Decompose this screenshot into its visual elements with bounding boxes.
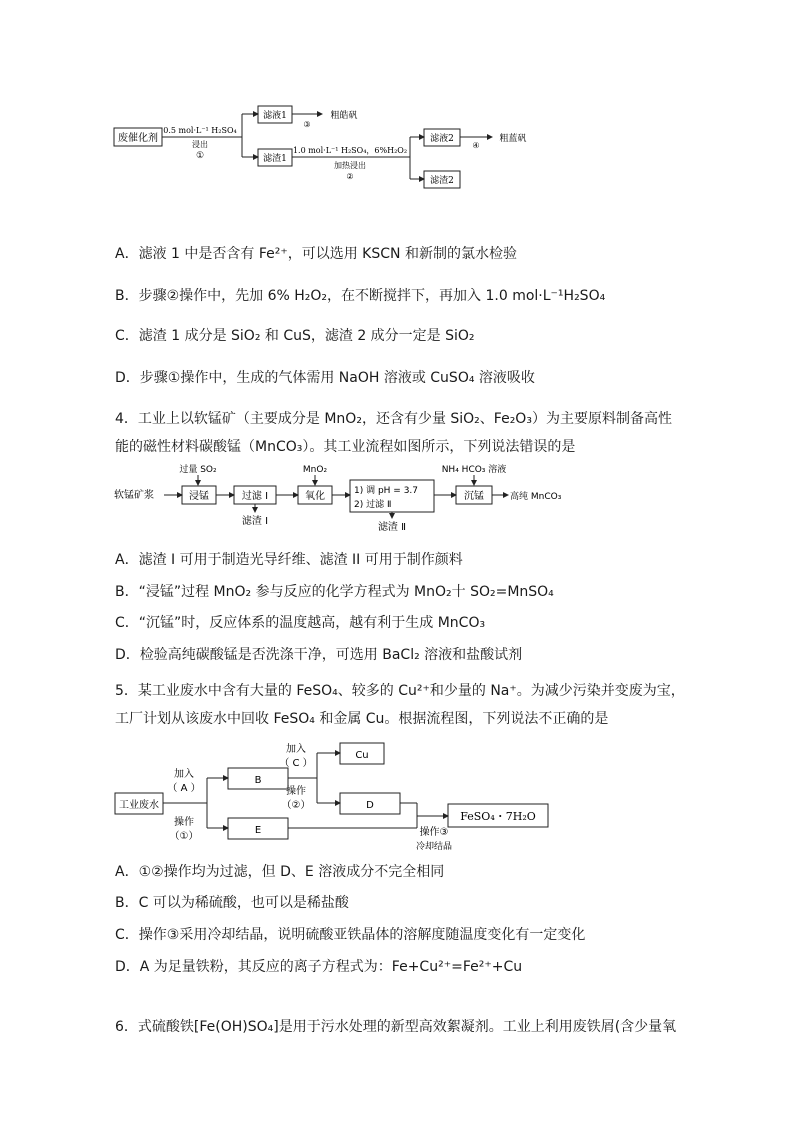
reagent-step2: 1.0 mol·L⁻¹ H₂SO₄，6%H₂O₂ bbox=[292, 146, 408, 155]
q4-option-c: C．“沉锰”时，反应体系的温度越高，越有利于生成 MnCO₃ bbox=[115, 615, 486, 631]
label-e: E bbox=[254, 825, 262, 836]
num-step4: ④ bbox=[472, 141, 480, 150]
label-op3-1: 操作③ bbox=[419, 827, 449, 838]
flowchart-wastewater bbox=[112, 738, 562, 858]
label-filtrate1: 滤液1 bbox=[263, 111, 287, 121]
q3-option-c: C．滤渣 1 成分是 SiO₂ 和 CuS，滤渣 2 成分一定是 SiO₂ bbox=[115, 328, 475, 344]
action-step2: 加热浸出 bbox=[334, 161, 366, 170]
label-d: D bbox=[366, 800, 374, 811]
label-add-c-1: 加入 bbox=[286, 744, 306, 755]
label-ore-slurry: 软锰矿浆 bbox=[114, 490, 154, 501]
label-precipitate: 沉锰 bbox=[464, 491, 484, 502]
label-add-c-2: （ C ） bbox=[279, 758, 313, 769]
q5-option-a: A．①②操作均为过滤，但 D、E 溶液成分不完全相同 bbox=[115, 864, 445, 880]
num-step1: ① bbox=[195, 151, 205, 161]
flowchart-manganese bbox=[112, 460, 562, 540]
label-product: FeSO₄・7H₂O bbox=[460, 810, 536, 823]
label-adjust-ph: 1) 调 pH = 3.7 bbox=[354, 486, 419, 496]
label-pure-mnco3: 高纯 MnCO₃ bbox=[510, 492, 562, 502]
q4-option-b: B．“浸锰”过程 MnO₂ 参与反应的化学方程式为 MnO₂十 SO₂=MnSO₄ bbox=[115, 584, 554, 600]
label-residue2: 滤渣2 bbox=[430, 176, 454, 186]
label-b: B bbox=[254, 775, 262, 786]
label-filter1: 过滤 Ⅰ bbox=[241, 491, 269, 502]
q4-stem: 4．工业上以软锰矿（主要成分是 MnO₂，还含有少量 SiO₂、Fe₂O₃）为主要原料制备高性能的磁性材料碳酸锰（MnCO₃）。其工业流程如图所示，下列说法错误的是 bbox=[115, 411, 672, 455]
reagent-step1: 0.5 mol·L⁻¹ H₂SO₄ bbox=[163, 126, 237, 135]
num-step3: ③ bbox=[303, 120, 311, 129]
num-step2: ② bbox=[346, 172, 354, 181]
label-add-a-2: （ A ） bbox=[167, 783, 201, 794]
label-product2: 粗蓝矾 bbox=[499, 134, 527, 144]
label-mno2: MnO₂ bbox=[302, 465, 328, 475]
label-op3-2: 冷却结晶 bbox=[415, 842, 453, 852]
q3-option-b: B．步骤②操作中，先加 6% H₂O₂，在不断搅拌下，再加入 1.0 mol·L⁻¹H₂SO₄ bbox=[115, 288, 606, 304]
q5-option-d: D．A 为足量铁粉，其反应的离子方程式为：Fe+Cu²⁺=Fe²⁺+Cu bbox=[115, 959, 523, 975]
label-op1-2: （①） bbox=[169, 831, 199, 842]
action-step1: 浸出 bbox=[192, 140, 208, 149]
q5-option-c: C．操作③采用冷却结晶，说明硫酸亚铁晶体的溶解度随温度变化有一定变化 bbox=[115, 927, 586, 943]
label-wastewater: 工业废水 bbox=[119, 800, 159, 811]
label-residue1: 滤渣1 bbox=[263, 154, 287, 164]
label-product1: 粗皓矾 bbox=[330, 111, 358, 121]
label-add-a-1: 加入 bbox=[174, 769, 194, 780]
label-residue-ii: 滤渣 Ⅱ bbox=[377, 522, 407, 533]
label-residue-i: 滤渣 Ⅰ bbox=[241, 516, 269, 527]
label-nh4hco3: NH₄ HCO₃ 溶液 bbox=[441, 465, 507, 475]
label-op2-1: 操作 bbox=[286, 786, 306, 797]
q5-stem: 5．某工业废水中含有大量的 FeSO₄、较多的 Cu²⁺和少量的 Na⁺。为减少污染并变废为宝，工厂计划从该废水中回收 FeSO₄ 和金属 Cu。根据流程图，下列说法不正确的是 bbox=[115, 683, 685, 727]
label-leach: 浸锰 bbox=[189, 491, 209, 502]
flowchart-catalyst bbox=[100, 95, 540, 205]
label-op2-2: （②） bbox=[281, 800, 311, 811]
label-waste-catalyst: 废催化剂 bbox=[118, 133, 158, 144]
q4-option-a: A．滤渣 I 可用于制造光导纤维、滤渣 II 可用于制作颜料 bbox=[115, 552, 463, 568]
q4-option-d: D．检验高纯碳酸锰是否洗涤干净，可选用 BaCl₂ 溶液和盐酸试剂 bbox=[115, 647, 523, 663]
label-op1-1: 操作 bbox=[174, 817, 194, 828]
label-filtrate2: 滤液2 bbox=[430, 134, 454, 144]
label-cu: Cu bbox=[355, 750, 369, 761]
q5-option-b: B．C 可以为稀硫酸，也可以是稀盐酸 bbox=[115, 895, 349, 911]
label-excess-so2: 过量 SO₂ bbox=[179, 465, 217, 475]
label-oxidize: 氧化 bbox=[305, 491, 325, 502]
q3-option-d: D．步骤①操作中，生成的气体需用 NaOH 溶液或 CuSO₄ 溶液吸收 bbox=[115, 370, 535, 386]
q3-option-a: A．滤液 1 中是否含有 Fe²⁺，可以选用 KSCN 和新制的氯水检验 bbox=[115, 246, 517, 262]
label-filter2: 2) 过滤 Ⅱ bbox=[354, 500, 392, 510]
q6-stem: 6．式硫酸铁[Fe(OH)SO₄]是用于污水处理的新型高效絮凝剂。工业上利用废铁屑(含少量氧 bbox=[115, 1019, 677, 1035]
